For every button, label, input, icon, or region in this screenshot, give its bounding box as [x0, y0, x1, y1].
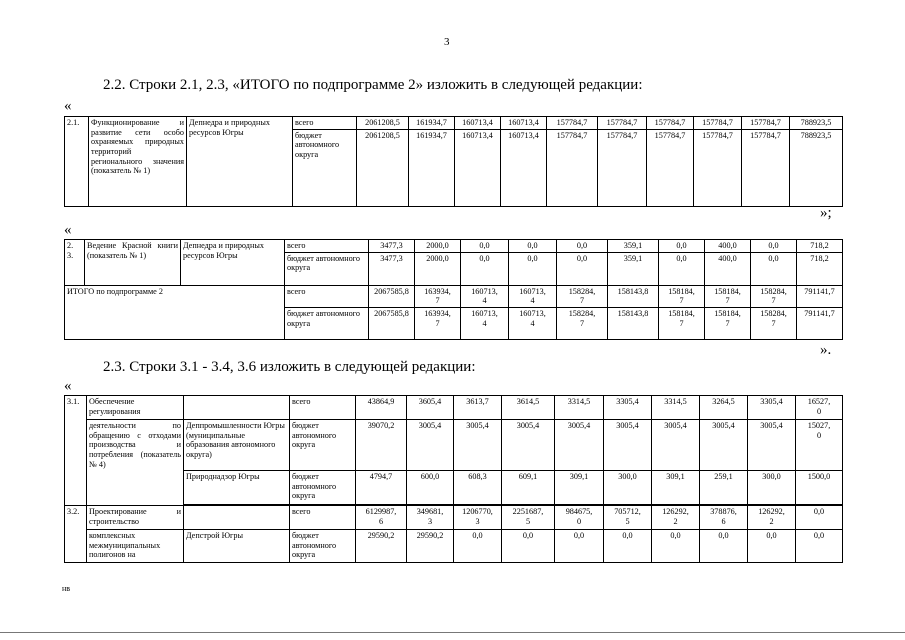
value-cell: 359,1 — [608, 252, 659, 285]
page-number: 3 — [444, 36, 450, 48]
value-cell: 157784,7 — [547, 129, 598, 206]
value-cell: 160713, 4 — [509, 285, 557, 307]
value-cell: 0,0 — [751, 240, 797, 253]
row-number: 3.2. — [65, 506, 87, 563]
table-row-2-1 — [64, 116, 843, 207]
value-cell: 160713,4 — [455, 129, 501, 206]
measure-name: деятельности по обращению с отходами производства и потребления (показатель № 4) — [87, 420, 184, 506]
value-cell: 158284, 7 — [557, 308, 608, 340]
value-cell: 158184, 7 — [659, 285, 705, 307]
value-cell: 126292, 2 — [748, 506, 796, 530]
value-cell: 3614,5 — [502, 396, 555, 420]
opening-quote: « — [64, 378, 72, 394]
funding-source: всего — [285, 240, 369, 253]
value-cell: 309,1 — [652, 471, 700, 505]
value-cell: 3477,3 — [369, 252, 415, 285]
measure-name: Проектирование и строительство — [87, 506, 184, 530]
row-number: 3.1. — [65, 396, 87, 506]
opening-quote: « — [64, 98, 72, 114]
value-cell: 0,0 — [700, 530, 748, 563]
value-cell: 300,0 — [748, 471, 796, 505]
value-cell: 0,0 — [796, 506, 843, 530]
value-cell: 3305,4 — [748, 396, 796, 420]
scan-edge-line — [0, 632, 905, 633]
funding-source: всего — [290, 396, 356, 420]
funding-source: бюджет автономного округа — [293, 129, 357, 206]
value-cell: 3005,4 — [652, 420, 700, 471]
value-cell: 158143,8 — [608, 285, 659, 307]
funding-source: бюджет автономного округа — [290, 420, 356, 471]
value-cell: 3477,3 — [369, 240, 415, 253]
value-cell: 29590,2 — [356, 530, 407, 563]
value-cell: 161934,7 — [409, 129, 455, 206]
funding-source: всего — [290, 506, 356, 530]
closing-quote: ». — [820, 342, 832, 358]
value-cell: 160713,4 — [455, 117, 501, 130]
value-cell: 0,0 — [748, 530, 796, 563]
section-heading-2-2: 2.2. Строки 2.1, 2.3, «ИТОГО по подпрограмме 2» изложить в следующей редакции: — [103, 77, 643, 93]
value-cell: 705712, 5 — [604, 506, 652, 530]
value-cell: 43864,9 — [356, 396, 407, 420]
value-cell: 3005,4 — [555, 420, 604, 471]
value-cell: 157784,7 — [694, 129, 742, 206]
value-cell: 160713,4 — [501, 129, 547, 206]
value-cell: 0,0 — [659, 240, 705, 253]
value-cell: 0,0 — [461, 252, 509, 285]
value-cell: 157784,7 — [742, 129, 790, 206]
value-cell: 2067585,8 — [369, 308, 415, 340]
value-cell: 3005,4 — [454, 420, 502, 471]
value-cell: 39070,2 — [356, 420, 407, 471]
value-cell: 158184, 7 — [705, 285, 751, 307]
value-cell: 157784,7 — [647, 117, 694, 130]
value-cell: 608,3 — [454, 471, 502, 505]
funding-source: бюджет автономного округа — [290, 530, 356, 563]
value-cell: 600,0 — [407, 471, 454, 505]
funding-source: всего — [285, 285, 369, 307]
value-cell: 157784,7 — [598, 129, 647, 206]
value-cell: 400,0 — [705, 252, 751, 285]
value-cell: 0,0 — [509, 252, 557, 285]
value-cell: 1500,0 — [796, 471, 843, 505]
value-cell: 788923,5 — [790, 129, 843, 206]
value-cell: 2000,0 — [415, 240, 461, 253]
funding-source: бюджет автономного округа — [285, 308, 369, 340]
measure-name: комплексных межмуниципальных полигонов на — [87, 530, 184, 563]
measure-name: Обеспечение регулирования — [87, 396, 184, 420]
funding-source: всего — [293, 117, 357, 130]
executor: Депстрой Югры — [184, 530, 290, 563]
value-cell: 1206770, 3 — [454, 506, 502, 530]
value-cell: 609,1 — [502, 471, 555, 505]
executor: Депнедра и природных ресурсов Югры — [181, 240, 285, 286]
value-cell: 4794,7 — [356, 471, 407, 505]
table-row-2-3-and-total — [64, 239, 843, 340]
value-cell: 158284, 7 — [557, 285, 608, 307]
opening-quote: « — [64, 222, 72, 238]
value-cell: 3314,5 — [555, 396, 604, 420]
value-cell: 158284, 7 — [751, 285, 797, 307]
value-cell: 0,0 — [509, 240, 557, 253]
value-cell: 2067585,8 — [369, 285, 415, 307]
value-cell: 378876, 6 — [700, 506, 748, 530]
executor: Природнадзор Югры — [184, 471, 290, 505]
value-cell: 0,0 — [604, 530, 652, 563]
section-heading-2-3: 2.3. Строки 3.1 - 3.4, 3.6 изложить в следующей редакции: — [103, 359, 476, 375]
value-cell: 3005,4 — [700, 420, 748, 471]
value-cell: 29590,2 — [407, 530, 454, 563]
measure-name: Функционирование и развитие сети особо охраняемых природных территорий регионального значения (показатель № 1) — [89, 117, 187, 207]
value-cell: 0,0 — [659, 252, 705, 285]
value-cell: 160713,4 — [501, 117, 547, 130]
value-cell: 3305,4 — [604, 396, 652, 420]
value-cell: 160713, 4 — [461, 308, 509, 340]
row-number: 2. 3. — [65, 240, 85, 286]
value-cell: 788923,5 — [790, 117, 843, 130]
value-cell: 2061208,5 — [357, 129, 409, 206]
value-cell: 791141,7 — [797, 308, 843, 340]
value-cell: 0,0 — [454, 530, 502, 563]
value-cell: 163934, 7 — [415, 285, 461, 307]
value-cell: 3005,4 — [407, 420, 454, 471]
funding-source: бюджет автономного округа — [290, 471, 356, 505]
value-cell: 161934,7 — [409, 117, 455, 130]
value-cell: 309,1 — [555, 471, 604, 505]
value-cell: 791141,7 — [797, 285, 843, 307]
funding-source: бюджет автономного округа — [285, 252, 369, 285]
value-cell: 158284, 7 — [751, 308, 797, 340]
value-cell: 0,0 — [751, 252, 797, 285]
value-cell: 3005,4 — [604, 420, 652, 471]
value-cell: 359,1 — [608, 240, 659, 253]
value-cell: 3314,5 — [652, 396, 700, 420]
value-cell: 157784,7 — [598, 117, 647, 130]
measure-name: Ведение Красной книги (показатель № 1) — [85, 240, 181, 286]
value-cell: 400,0 — [705, 240, 751, 253]
value-cell: 158184, 7 — [659, 308, 705, 340]
value-cell: 0,0 — [557, 240, 608, 253]
value-cell: 158143,8 — [608, 308, 659, 340]
value-cell: 3613,7 — [454, 396, 502, 420]
value-cell: 157784,7 — [742, 117, 790, 130]
value-cell: 160713, 4 — [509, 308, 557, 340]
value-cell: 0,0 — [461, 240, 509, 253]
executor-empty — [184, 396, 290, 420]
value-cell: 16527, 0 — [796, 396, 843, 420]
value-cell: 163934, 7 — [415, 308, 461, 340]
value-cell: 3005,4 — [748, 420, 796, 471]
value-cell: 718,2 — [797, 240, 843, 253]
value-cell: 2000,0 — [415, 252, 461, 285]
value-cell: 3005,4 — [502, 420, 555, 471]
value-cell: 0,0 — [502, 530, 555, 563]
executor-empty — [184, 506, 290, 530]
value-cell: 259,1 — [700, 471, 748, 505]
value-cell: 3605,4 — [407, 396, 454, 420]
value-cell: 984675, 0 — [555, 506, 604, 530]
value-cell: 3264,5 — [700, 396, 748, 420]
value-cell: 160713, 4 — [461, 285, 509, 307]
table-rows-3-1-3-2 — [64, 395, 843, 563]
value-cell: 157784,7 — [647, 129, 694, 206]
value-cell: 157784,7 — [694, 117, 742, 130]
executor: Депнедра и природных ресурсов Югры — [187, 117, 293, 207]
value-cell: 6129987, 6 — [356, 506, 407, 530]
value-cell: 349681, 3 — [407, 506, 454, 530]
closing-quote: »; — [820, 205, 832, 221]
value-cell: 718,2 — [797, 252, 843, 285]
value-cell: 0,0 — [557, 252, 608, 285]
value-cell: 2061208,5 — [357, 117, 409, 130]
row-number: 2.1. — [65, 117, 89, 207]
value-cell: 157784,7 — [547, 117, 598, 130]
value-cell: 300,0 — [604, 471, 652, 505]
value-cell: 2251687, 5 — [502, 506, 555, 530]
value-cell: 126292, 2 — [652, 506, 700, 530]
total-label: ИТОГО по подпрограмме 2 — [65, 285, 285, 339]
executor: Деппромышленности Югры (муниципальные образования автономного округа) — [184, 420, 290, 471]
value-cell: 0,0 — [652, 530, 700, 563]
value-cell: 0,0 — [555, 530, 604, 563]
value-cell: 15027, 0 — [796, 420, 843, 471]
value-cell: 0,0 — [796, 530, 843, 563]
footer-mark: нв — [62, 584, 71, 593]
value-cell: 158184, 7 — [705, 308, 751, 340]
